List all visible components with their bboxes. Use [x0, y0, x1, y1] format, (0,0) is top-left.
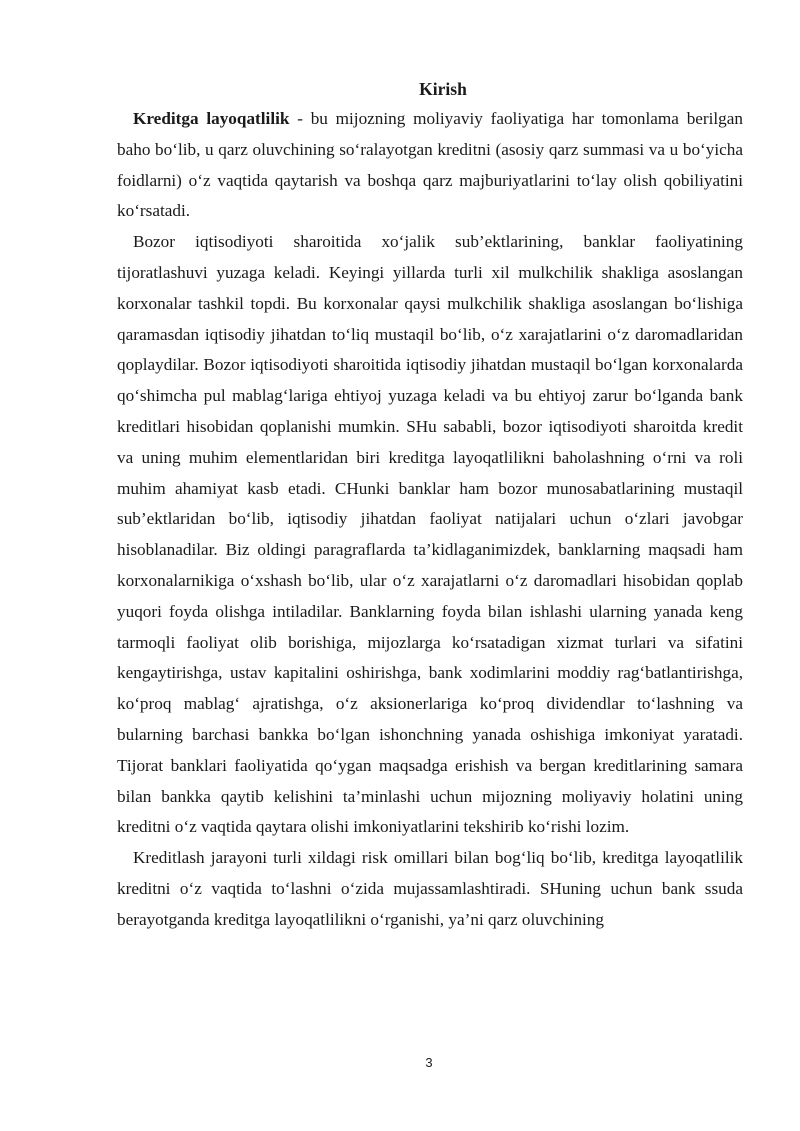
- document-body: [117, 74, 743, 936]
- paragraph-lead-term: Kreditga layoqatlilik: [133, 109, 290, 128]
- paragraph-text: Kreditlash jarayoni turli xildagi risk omillari bilan bog‘liq bo‘lib, kreditga layoqatlilik kreditni o‘z vaqtida to‘lashni o‘zida mujassamlashtiradi. SHuning uchun bank ssuda berayotganda kreditga layoqatlilikni o‘rganishi, ya’ni qarz oluvchining: [117, 848, 743, 929]
- paragraph-text: Bozor iqtisodiyoti sharoitida xo‘jalik sub’ektlarining, banklar faoliyatining tijoratlashuvi yuzaga keladi. Keyingi yillarda turli xil mulkchilik shakliga asoslangan korxonalar tashkil topdi. Bu korxonalar qaysi mulkchilik shakliga asoslangan bo‘lishiga qaramasdan iqtisodiy jihatdan to‘liq mustaqil bo‘lib, o‘z xarajatlarini o‘z daromadlaridan qoplaydilar. Bozor iqtisodiyoti sharoitida iqtisodiy jihatdan mustaqil bo‘lgan korxonalarda qo‘shimcha pul mablag‘lariga ehtiyoj yuzaga keladi va bu ehtiyoj zarur bo‘lganda bank kreditlari hisobidan qoplanishi mumkin. SHu sababli, bozor iqtisodiyoti sharoitda kredit va uning muhim elementlaridan biri kreditga layoqatlilikni baholashning o‘rni va roli muhim ahamiyat kasb etadi. CHunki banklar ham bozor munosabatlarining mustaqil sub’ektlaridan bo‘lib, iqtisodiy jihatdan faoliyat natijalari uchun o‘zlari javobgar hisoblanadilar. Biz oldingi paragraflarda ta’kidlaganimizdek, banklarning maqsadi ham korxonalarnikiga o‘xshash bo‘lib, ular o‘z xarajatlarni o‘z daromadlari hisobidan qoplab yuqori foyda olishga intiladilar. Banklarning foyda bilan ishlashi ularning yanada keng tarmoqli faoliyat olib borishiga, mijozlarga ko‘rsatadigan xizmat turlari va sifatini kengaytirishga, ustav kapitalini oshirishga, bank xodimlarini moddiy rag‘batlantirishga, ko‘proq mablag‘ ajratishga, o‘z aksionerlariga ko‘proq dividendlar to‘lashning va bularning barchasi bankka bo‘lgan ishonchning yanada oshishiga imkoniyat yaratadi. Tijorat banklari faoliyatida qo‘ygan maqsadga erishish va bergan kreditlarining samara bilan bankka qaytib kelishini ta’minlashi uchun mijozning moliyaviy holatini uning kreditni o‘z vaqtida qaytara olishi imkoniyatlarini tekshirib ko‘rishi lozim.: [117, 232, 743, 837]
- paragraph-2: [117, 227, 743, 843]
- section-title: Kirish: [419, 79, 467, 99]
- page-number: 3: [425, 1055, 433, 1070]
- paragraph-text: - bu mijozning moliyaviy faoliyatiga har tomonlama berilgan baho bo‘lib, u qarz oluvchining so‘ralayotgan kreditni (asosiy qarz summasi va u bo‘yicha foidlarni) o‘z vaqtida qaytarish va boshqa qarz majburiyatlarini to‘lay olish qobiliyatini ko‘rsatadi.: [117, 109, 744, 221]
- paragraph-1: [117, 104, 743, 227]
- paragraph-3: [117, 843, 743, 935]
